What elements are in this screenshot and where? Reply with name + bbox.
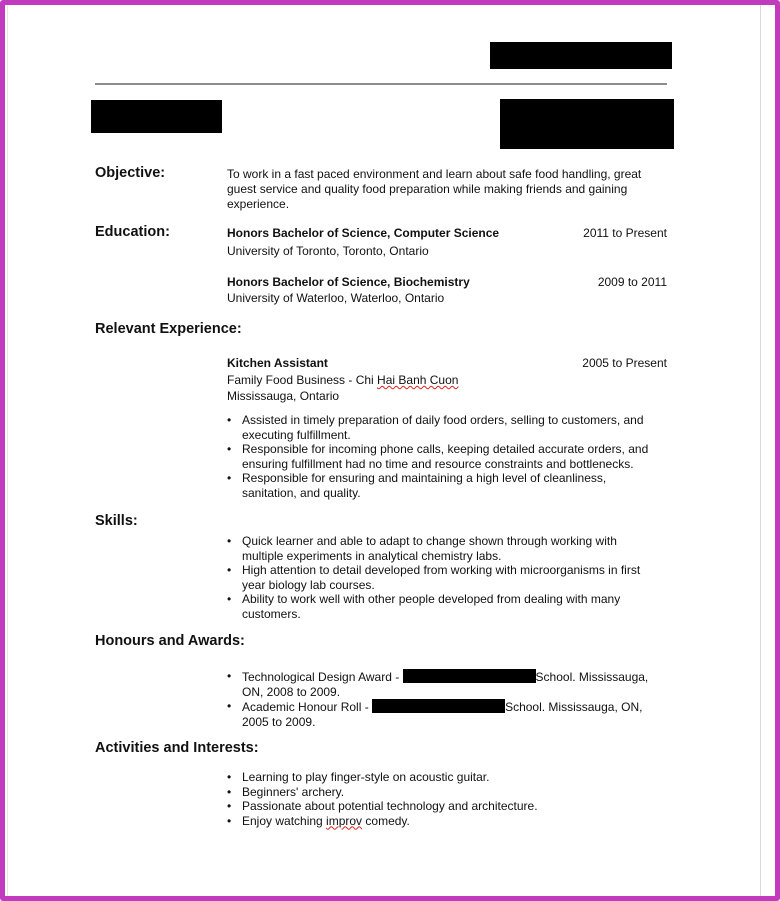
education-school-1: University of Toronto, Toronto, Ontario: [227, 244, 429, 258]
list-item: • High attention to detail developed from working with microorganisms in first year biology lab courses.: [227, 563, 657, 592]
list-item: • Academic Honour Roll - School. Mississauga, ON, 2005 to 2009.: [227, 699, 667, 729]
list-item: • Learning to play finger-style on acoustic guitar.: [227, 770, 667, 785]
education-school-2: University of Waterloo, Waterloo, Ontario: [227, 291, 445, 305]
objective-heading: Objective:: [95, 165, 166, 181]
list-item: • Technological Design Award - School. Mississauga, ON, 2008 to 2009.: [227, 669, 667, 699]
activities-bullet-list: [227, 770, 667, 828]
objective-text: To work in a fast paced environment and learn about safe food handling, great guest service and quality food preparation while making friends and gaining experience.: [227, 167, 642, 211]
education-degree-2: Honors Bachelor of Science, Biochemistry: [227, 275, 470, 289]
job-location: Mississauga, Ontario: [227, 389, 340, 403]
redacted-name-block: [490, 42, 672, 69]
redacted-contact-left: [91, 100, 222, 133]
employer-spellcheck-flag: Hai Banh Cuon: [377, 373, 459, 387]
header-rule: [95, 83, 667, 85]
list-item: • Quick learner and able to adapt to change shown through working with multiple experiments in analytical chemistry labs.: [227, 534, 657, 563]
improv-spellcheck-flag: improv: [326, 813, 363, 828]
honours-heading: Honours and Awards:: [95, 633, 245, 649]
skills-heading: Skills:: [95, 513, 138, 529]
page-edge-right: [760, 5, 761, 896]
honours-bullet-list: [227, 669, 667, 729]
redacted-school-name-1: [403, 669, 536, 683]
list-item: • Passionate about potential technology and architecture.: [227, 799, 667, 814]
job-dates: 2005 to Present: [582, 356, 667, 370]
education-heading: Education:: [95, 224, 170, 240]
experience-bullet-list: [227, 413, 657, 500]
list-item: • Assisted in timely preparation of daily food orders, selling to customers, and executing fulfillment.: [227, 413, 657, 442]
education-degree-1: Honors Bachelor of Science, Computer Science: [227, 226, 500, 240]
list-item: • Beginners' archery.: [227, 785, 667, 800]
list-item: • Enjoy watching improv comedy.: [227, 814, 667, 829]
list-item: • Responsible for ensuring and maintaining a high level of cleanliness, sanitation, and quality.: [227, 471, 657, 500]
page-edge-left: [7, 5, 8, 896]
skills-bullet-list: [227, 534, 657, 621]
experience-heading: Relevant Experience:: [95, 321, 242, 337]
redacted-school-name-2: [372, 699, 505, 713]
list-item: • Responsible for incoming phone calls, keeping detailed accurate orders, and ensuring fulfillment had no time and resource constraints and bottlenecks.: [227, 442, 657, 471]
job-employer: Family Food Business - Chi Hai Banh Cuon: [227, 373, 459, 387]
education-dates-2: 2009 to 2011: [597, 275, 667, 289]
job-title: Kitchen Assistant: [227, 356, 328, 370]
activities-heading: Activities and Interests:: [95, 740, 259, 756]
redacted-contact-right: [500, 99, 674, 149]
education-dates-1: 2011 to Present: [583, 226, 667, 240]
list-item: • Ability to work well with other people developed from dealing with many customers.: [227, 592, 657, 621]
